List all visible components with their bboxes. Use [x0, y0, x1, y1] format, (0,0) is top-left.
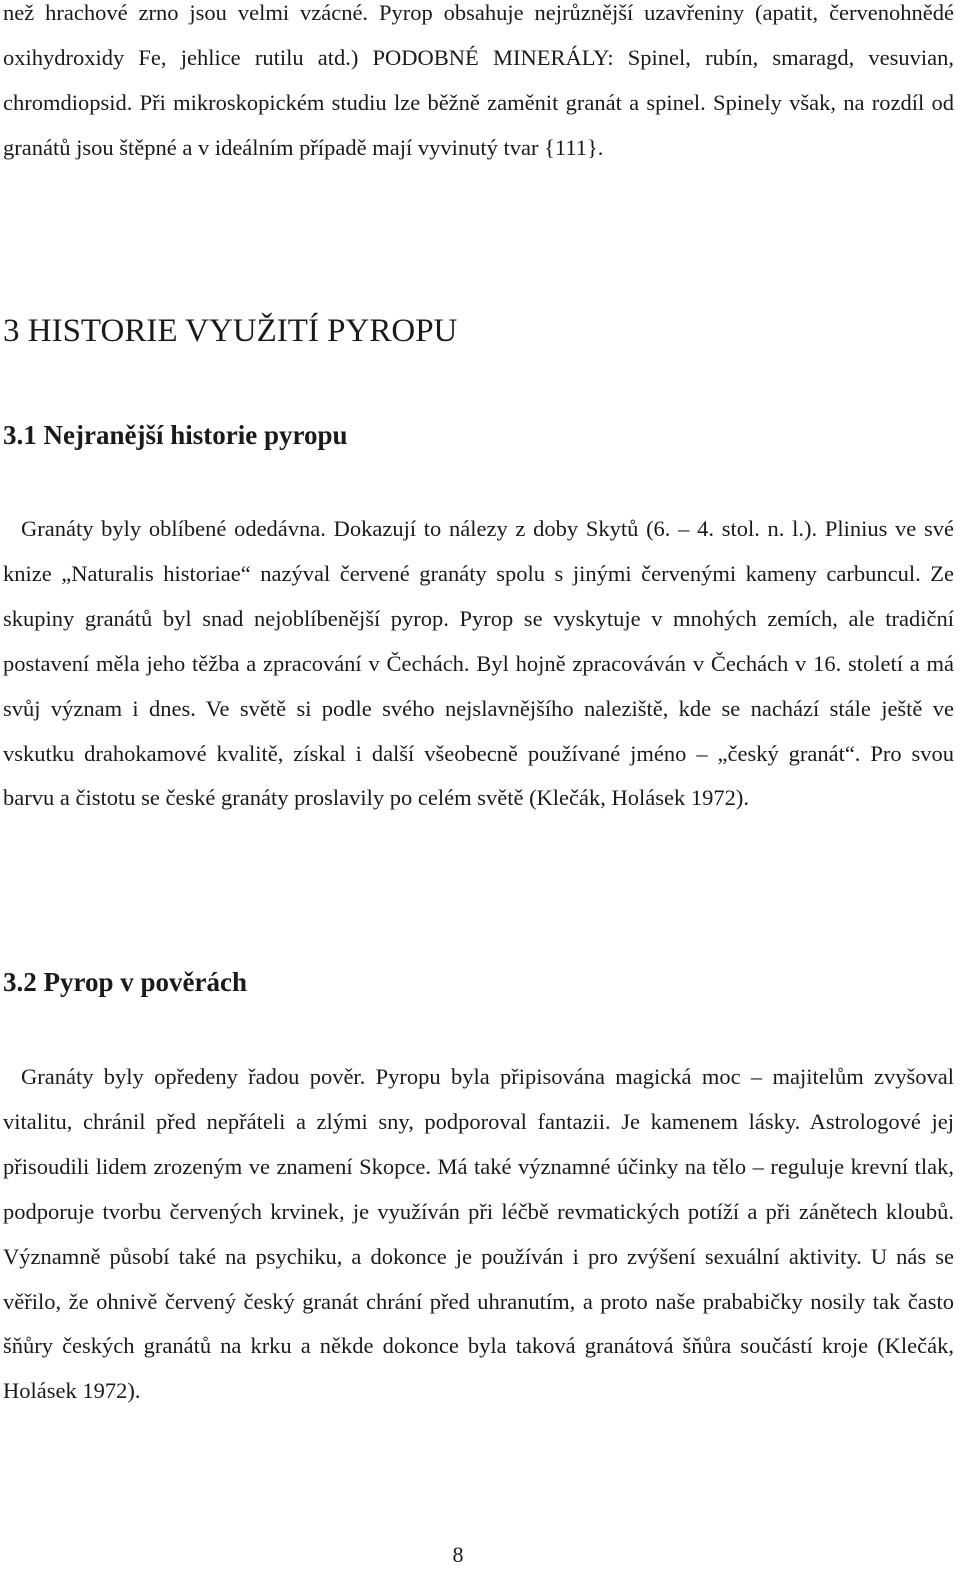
section-heading-superstitions: 3.2 Pyrop v pověrách — [3, 967, 247, 997]
chapter-heading: 3 HISTORIE VYUŽITÍ PYROPU — [3, 313, 458, 349]
history-paragraph: Granáty byly oblíbené odedávna. Dokazují to nálezy z doby Skytů (6. – 4. stol. n. l.). Plinius ve své knize „Naturalis historiae“ nazýval červené granáty spolu s jinými červenými kameny carbuncul. Ze skupiny granátů byl snad nejoblíbenější pyrop. Pyrop se vyskytuje v mnohých zemích, ale tradiční postavení měla jeho těžba a zpracování v Čechách. Byl hojně zpracováván v Čechách v 16. století a má svůj význam i dnes. Ve světě si podle svého nejslavnějšího naleziště, kde se nachází stále ještě ve vskutku drahokamové kvalitě, získal i další všeobecně používané jméno – „český granát“. Pro svou barvu a čistotu se české granáty proslavily po celém světě (Klečák, Holásek 1972). — [3, 516, 954, 811]
intro-paragraph: než hrachové zrno jsou velmi vzácné. Pyrop obsahuje nejrůznější uzavřeniny (apatit, červenohnědé oxihydroxidy Fe, jehlice rutilu atd.) PODOBNÉ MINERÁLY: Spinel, rubín, smaragd, vesuvian, chromdiopsid. Při mikroskopickém studiu lze běžně zaměnit granát a spinel. Spinely však, na rozdíl od granátů jsou štěpné a v ideálním případě mají vyvinutý tvar {111}. — [3, 0, 954, 160]
superstitions-paragraph: Granáty byly opředeny řadou pověr. Pyropu byla připisována magická moc – majitelům zvyšoval vitalitu, chránil před nepřáteli a zlými sny, podporoval fantazii. Je kamenem lásky. Astrologové jej přisoudili lidem zrozeným ve znamení Skopce. Má také významné účinky na tělo – reguluje krevní tlak, podporuje tvorbu červených krvinek, je využíván při léčbě revmatických potíží a při zánětech kloubů. Významně působí také na psychiku, a dokonce je používán i pro zvýšení sexuální aktivity. U nás se věřilo, že ohnivě červený český granát chrání před uhranutím, a proto naše prababičky nosily tak často šňůry českých granátů na krku a někde dokonce byla taková granátová šňůra součástí kroje (Klečák, Holásek 1972). — [3, 1064, 954, 1404]
section-heading-earliest-history: 3.1 Nejranější historie pyropu — [3, 420, 348, 450]
page-number: 8 — [452, 1542, 464, 1567]
